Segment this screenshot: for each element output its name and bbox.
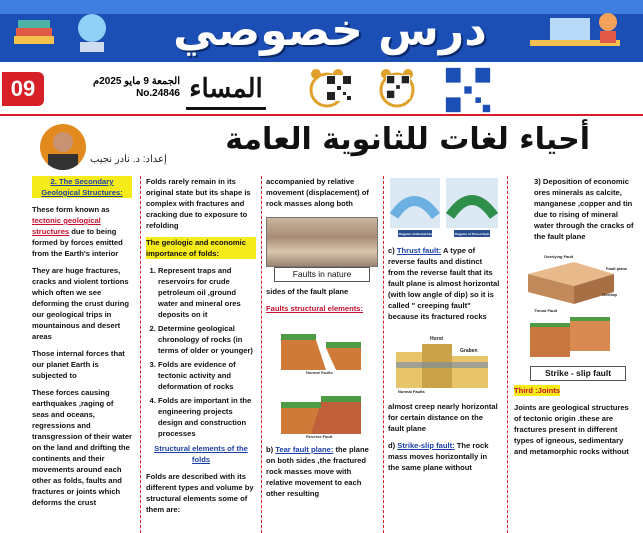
list-item: 4. Folds are important in the engineering projects design and construction processes xyxy=(158,395,256,439)
horst-graben-diagram-icon xyxy=(392,328,492,394)
section-heading: Faults structural elements: xyxy=(266,304,364,313)
figure-caption: Strike - slip fault xyxy=(530,366,626,381)
paragraph: Those internal forces that our planet Earth is subjected to xyxy=(32,349,125,380)
reverse-fault-diagram-icon xyxy=(276,384,366,439)
paragraph xyxy=(32,204,132,259)
column-5 xyxy=(514,176,636,533)
article-header xyxy=(0,118,643,178)
section-heading: The geologic and economic importance of folds: xyxy=(146,237,256,259)
photo-caption: Faults in nature xyxy=(274,267,370,282)
importance-list xyxy=(146,265,256,439)
paragraph: c) Thrust fault: A type of reverse faults and distinct from the reverse fault that its fault plane is almost horizontal (with low angle of dip) so it is called " creeping fault" because its fractured rocks xyxy=(388,246,500,321)
column-divider xyxy=(383,176,384,533)
issue-dateline xyxy=(70,76,180,100)
paragraph: accompanied by relative movement (displacement) of rock masses along both xyxy=(266,177,369,208)
list-item: 3) Deposition of economic ores minerals as calcite, manganese ,copper and tin due to rising of mineral water through the cracks of the fault plane xyxy=(534,177,634,241)
diagram-label: Thrust Fault xyxy=(534,308,558,313)
paragraph: almost creep nearly horizontal for certain distance on the fault plane xyxy=(388,402,498,433)
author-credit: إعداد: د. نادر نجيب xyxy=(90,154,167,165)
thrust-fault-diagram-icon xyxy=(514,248,630,314)
text: These form known as xyxy=(32,205,110,214)
paragraph: Folds are described with its different types and volume by structural elements some of them are: xyxy=(146,472,254,514)
books-illustration-icon xyxy=(6,6,136,58)
fault-diagrams-icon xyxy=(388,176,500,238)
diagram-label: Horst xyxy=(430,336,444,342)
section-heading: Structural elements of the folds xyxy=(154,444,248,464)
qr-code-icon xyxy=(444,66,492,114)
term: Tear fault plane: xyxy=(275,445,334,454)
column-4 xyxy=(388,176,500,533)
paragraph: Joints are geological structures of tectonic origin .these are fractures present in different types of igneous, sedimentary and metamorphic rocks without xyxy=(514,403,629,456)
normal-fault-diagram-icon xyxy=(276,320,366,375)
column-2 xyxy=(146,176,256,533)
column-divider xyxy=(507,176,508,533)
faults-photo xyxy=(266,217,378,267)
paragraph: These forces causing earthquakes ,raging of seas and oceans, regressions and transgression of their water on the land and drifting the continents and their movements around each other as folds, faults and fractures or joints which deforms the crust xyxy=(32,388,132,507)
column-3 xyxy=(266,176,378,533)
paragraph: b) Tear fault plane: the plane on both sides ,the fractured rock masses move with relative movement to each other resulting xyxy=(266,445,369,498)
paragraph: sides of the fault plane xyxy=(266,287,349,296)
banner-title: درس خصوصي xyxy=(173,5,487,56)
diagram-label: Normal Faults xyxy=(306,370,333,375)
qr-code-icon xyxy=(386,75,410,99)
diagram-label: Overlap xyxy=(602,292,617,297)
column-divider xyxy=(261,176,262,533)
top-banner xyxy=(0,0,643,62)
text: The rock mass moves horizontally in the same plane without xyxy=(388,441,489,472)
section-heading: Third :Joints xyxy=(514,386,560,395)
key-term: tectonic geological structures xyxy=(32,216,101,236)
issue-number: No.24846 xyxy=(136,88,180,99)
column-divider xyxy=(140,176,141,533)
diagram-label: Normal Faults xyxy=(398,389,425,394)
diagram-label: Reverse Fault xyxy=(306,434,333,439)
paragraph: d) Strike-slip fault: The rock mass moves horizontally in the same plane without xyxy=(388,441,489,472)
list-item: 2. Determine geological chronology of rocks (in terms of older or younger) xyxy=(158,323,256,356)
diagram-label: Diagram of Normal Fault xyxy=(399,232,434,236)
section-heading: 2. The Secondary Geological Structures: xyxy=(32,176,132,198)
diagram-label: Fault plane xyxy=(606,266,628,271)
term: Thrust fault: xyxy=(396,246,442,255)
text: the plane on both sides ,the fractured rock masses move with relative movement to each other resulting xyxy=(266,445,369,498)
qr-code-icon xyxy=(326,75,352,101)
page-number: 09 xyxy=(2,72,44,106)
paragraph: Folds rarely remain in its original state but its shape is complex with fractures and cracking due to exposure to refolding xyxy=(146,177,251,230)
strike-slip-diagram-icon xyxy=(514,317,630,363)
author-photo xyxy=(40,124,86,170)
student-desk-illustration-icon xyxy=(520,4,640,60)
text: due to being formed by forces emitted from the Earth's interior xyxy=(32,227,123,258)
column-1 xyxy=(32,176,132,533)
term: Strike-slip fault: xyxy=(397,441,455,450)
list-item: 1. Represent traps and reservoirs for crude petroleum oil ,ground water and mineral ores deposits on it xyxy=(158,265,256,320)
diagram-label: Overlying Fault xyxy=(544,254,574,259)
diagram-label: Diagram of Thrust Fault xyxy=(455,232,489,236)
newspaper-logo: المساء xyxy=(186,68,266,110)
paragraph: They are huge fractures, cracks and violent tortions which often we see deforming the crust during our geological trips in mountainous and desert areas xyxy=(32,266,130,341)
issue-info-bar xyxy=(0,62,643,116)
page-title: أحياء لغات للثانوية العامة xyxy=(225,122,590,157)
issue-date: الجمعة 9 مايو 2025م xyxy=(93,76,180,87)
text: A type of reverse faults and distinct from the reverse fault that its fault plane is almost horizontal (with low angle of dip) so it is called " creeping fault" because its fractured rocks xyxy=(388,246,500,321)
diagram-label: Graben xyxy=(460,348,478,354)
list-item: 3. Folds are evidence of tectonic activity and deformation of rocks xyxy=(158,359,256,392)
